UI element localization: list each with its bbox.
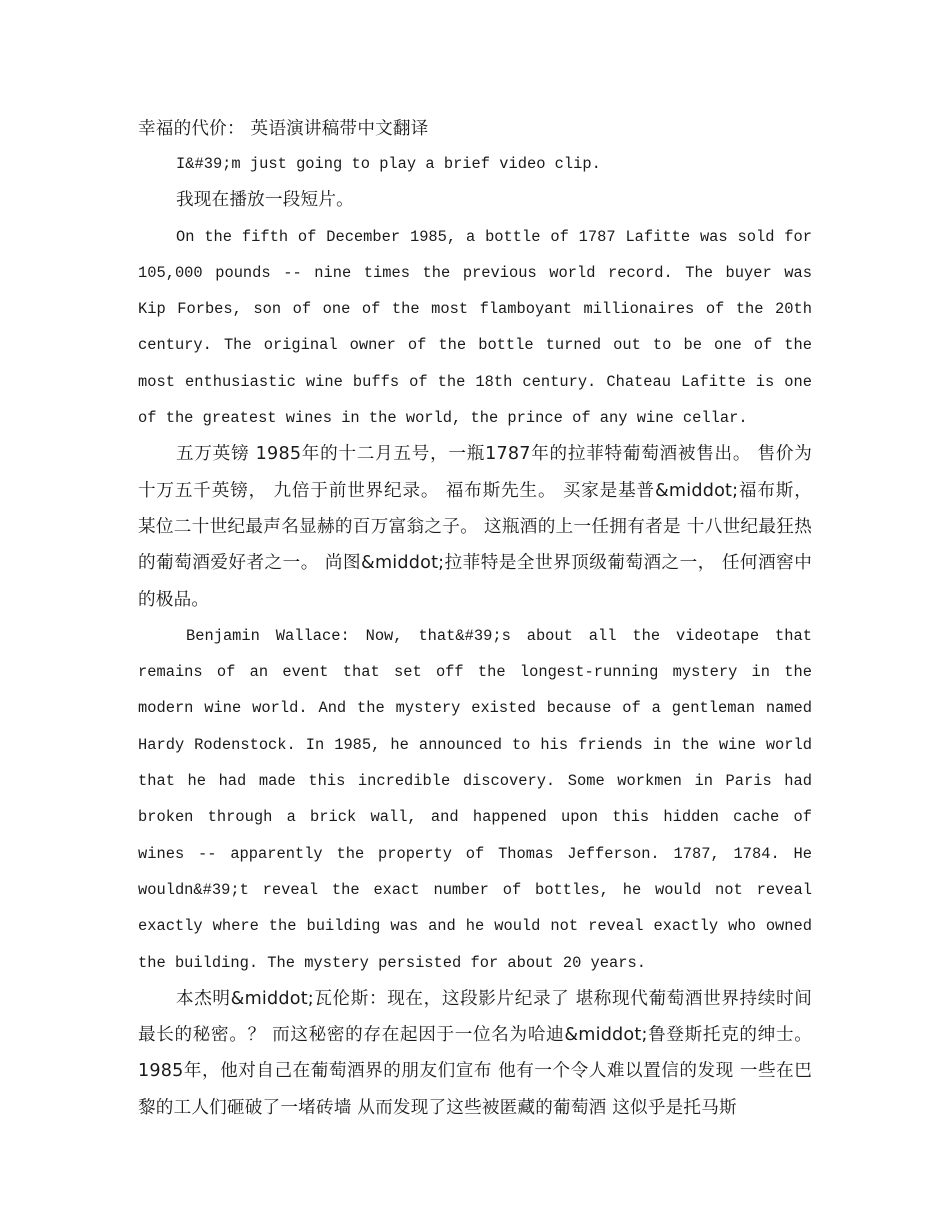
paragraph-zh-lafitte: 五万英镑 1985年的十二月五号，一瓶1787年的拉菲特葡萄酒被售出。 售价为十万五千英镑， 九倍于前世界纪录。 福布斯先生。 买家是基普&middot;福布斯， 某位二十世纪最声名显赫的百万富翁之子。 这瓶酒的上一任拥有者是 十八世纪最狂热的葡萄酒爱好者之一。 尚图&middot;拉菲特是全世界顶级葡萄酒之一， 任何酒窖中的极品。	[138, 444, 812, 610]
paragraph-zh-intro: 我现在播放一段短片。	[176, 190, 354, 211]
document-page	[138, 112, 812, 1126]
paragraph-en-lafitte: On the fifth of December 1985, a bottle of 1787 Lafitte was sold for 105,000 pounds -- nine times the previous world record. The buyer was Kip Forbes, son of one of the most flamboyant millionaires of the 20th century. The original owner of the bottle turned out to be one of the most enthusiastic wine buffs of the 18th century. Chateau Lafitte is one of the greatest wines in the world, the prince of any wine cellar.	[138, 227, 812, 428]
paragraph-en-intro: I&#39;m just going to play a brief video clip.	[176, 155, 601, 173]
paragraph-zh-wallace: 本杰明&middot;瓦伦斯：现在，这段影片纪录了 堪称现代葡萄酒世界持续时间最长的秘密。？ 而这秘密的存在起因于一位名为哈迪&middot;鲁登斯托克的绅士。 1985年，他对自己在葡萄酒界的朋友们宣布 他有一个令人难以置信的发现 一些在巴黎的工人们砸破了一堵砖墙 从而发现了这些被匿藏的葡萄酒 这似乎是托马斯	[138, 988, 812, 1118]
paragraph-en-wallace: Benjamin Wallace: Now, that&#39;s about all the videotape that remains of an event that set off the longest-running mystery in the modern wine world. And the mystery existed because of a gentleman named Hardy Rodenstock. In 1985, he announced to his friends in the wine world that he had made this incredible discovery. Some workmen in Paris had broken through a brick wall, and happened upon this hidden cache of wines -- apparently the property of Thomas Jefferson. 1787, 1784. He wouldn&#39;t reveal the exact number of bottles, he would not reveal exactly where the building was and he would not reveal exactly who owned the building. The mystery persisted for about 20 years.	[138, 626, 812, 972]
document-title: 幸福的代价： 英语演讲稿带中文翻译	[138, 119, 429, 139]
